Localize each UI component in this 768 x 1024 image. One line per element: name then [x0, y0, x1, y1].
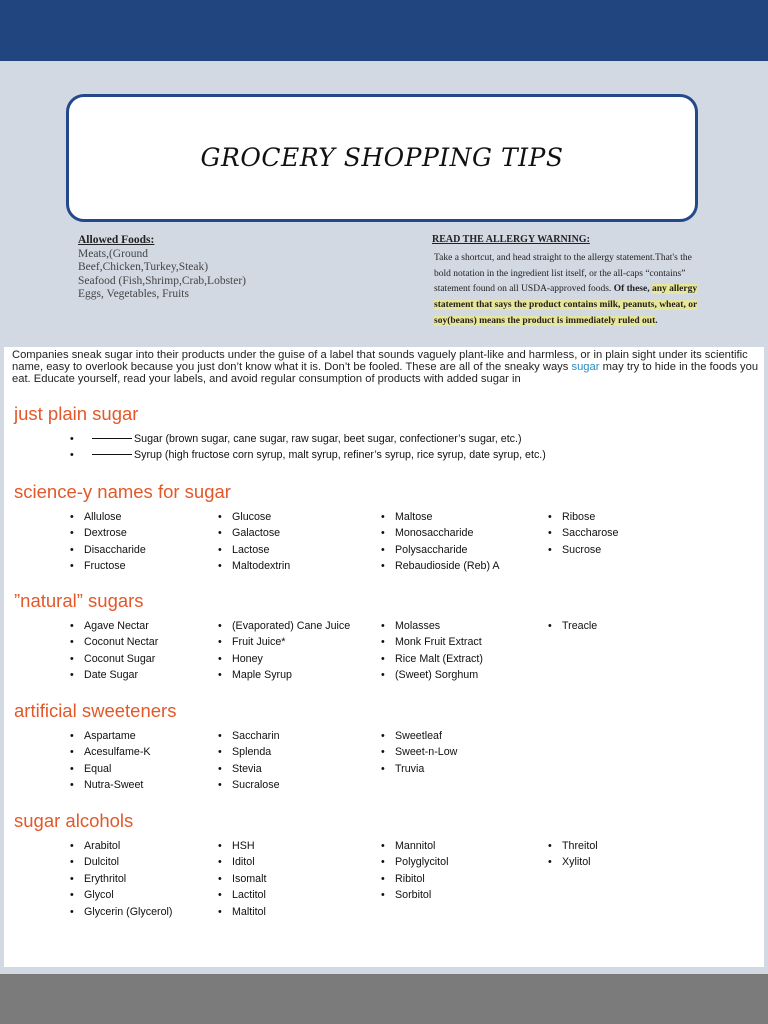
- section-title-artificial: artificial sweeteners: [14, 700, 177, 721]
- science-list-col-4: [548, 509, 618, 558]
- section-title-science: science-y names for sugar: [14, 481, 231, 502]
- allowed-foods-line: Seafood (Fish,Shrimp,Crab,Lobster): [78, 274, 247, 287]
- list-item: • Lactitol: [218, 887, 266, 903]
- list-item: • Rebaudioside (Reb) A: [381, 558, 500, 574]
- list-item: • Nutra-Sweet: [70, 777, 151, 793]
- list-item: • Sugar (brown sugar, cane sugar, raw sugar, beet sugar, confectioner’s sugar, etc.): [70, 431, 546, 447]
- list-item: • Glycerin (Glycerol): [70, 904, 172, 920]
- list-item: • Dulcitol: [70, 854, 172, 870]
- list-item: • Sorbitol: [381, 887, 448, 903]
- allergy-bold: Of these,: [613, 284, 650, 295]
- science-list-col-3: [381, 509, 500, 575]
- list-item: • Coconut Nectar: [70, 634, 158, 650]
- list-item: • Dextrose: [70, 525, 146, 541]
- section-title-plain-sugar: just plain sugar: [14, 403, 139, 424]
- alcohols-list-col-4: [548, 838, 598, 871]
- list-item: • Syrup (high fructose corn syrup, malt syrup, refiner’s syrup, rice syrup, date syrup, etc.): [70, 447, 546, 463]
- list-item: • Monosaccharide: [381, 525, 500, 541]
- list-item: • Saccharose: [548, 525, 618, 541]
- list-item: • Sucralose: [218, 777, 280, 793]
- plain-sugar-list: [70, 431, 546, 464]
- list-item: • Xylitol: [548, 854, 598, 870]
- list-item: • Agave Nectar: [70, 618, 158, 634]
- list-item: • Maltitol: [218, 904, 266, 920]
- sugar-link[interactable]: sugar: [571, 361, 600, 373]
- list-item: • Monk Fruit Extract: [381, 634, 483, 650]
- list-item: • Honey: [218, 651, 350, 667]
- blank-line: [92, 454, 132, 455]
- natural-list-col-3: [381, 618, 483, 684]
- natural-list-col-1: [70, 618, 158, 684]
- top-banner: [0, 0, 768, 61]
- list-item: • Saccharin: [218, 728, 280, 744]
- list-item: • Stevia: [218, 761, 280, 777]
- list-item: • Treacle: [548, 618, 597, 634]
- list-item: • Iditol: [218, 854, 266, 870]
- list-item: • Splenda: [218, 744, 280, 760]
- intro-paragraph: [12, 349, 760, 385]
- list-item: • Isomalt: [218, 871, 266, 887]
- page-title: GROCERY SHOPPING TIPS: [200, 143, 564, 172]
- allergy-highlight: any allergy statement that says the product contains milk, peanuts, wheat, or soy(beans) means the product is immediately ruled out: [434, 284, 698, 326]
- list-item: • Sweetleaf: [381, 728, 457, 744]
- list-item: • Lactose: [218, 542, 290, 558]
- section-title-alcohols: sugar alcohols: [14, 810, 134, 831]
- allowed-foods: [78, 234, 246, 302]
- allergy-end: .: [655, 315, 658, 326]
- allowed-foods-line: Beef,Chicken,Turkey,Steak): [78, 261, 209, 273]
- intro-text: Companies sneak sugar into their products under the guise of a label that sounds vaguely plant-like and harmless, or in plain sight under its scientific name, easy to overlook because you just don’t know what it is. Don’t be fooled. These are all of the sneaky ways: [12, 349, 748, 373]
- list-item: • (Evaporated) Cane Juice: [218, 618, 350, 634]
- list-item: • Sucrose: [548, 542, 618, 558]
- list-item: • Arabitol: [70, 838, 172, 854]
- list-item: • HSH: [218, 838, 266, 854]
- list-item: • Sweet-n-Low: [381, 744, 457, 760]
- intro-text-2: may try to hide in the foods you eat. Educate yourself, read your labels, and avoid regular consumption of products with added sugar in: [12, 361, 759, 385]
- list-item: • Polysaccharide: [381, 542, 500, 558]
- list-item: • Fruit Juice*: [218, 634, 350, 650]
- list-item: • Fructose: [70, 558, 146, 574]
- list-item: • Ribitol: [381, 871, 448, 887]
- list-item: • Rice Malt (Extract): [381, 651, 483, 667]
- bottom-banner: [0, 974, 768, 1024]
- list-item: • Aspartame: [70, 728, 151, 744]
- natural-list-col-2: [218, 618, 350, 684]
- list-item: • Maple Syrup: [218, 667, 350, 683]
- allergy-paragraph: [434, 251, 702, 330]
- list-item: • Molasses: [381, 618, 483, 634]
- section-title-natural: ”natural” sugars: [14, 590, 144, 611]
- alcohols-list-col-1: [70, 838, 172, 920]
- list-item: • Erythritol: [70, 871, 172, 887]
- natural-list-col-4: [548, 618, 597, 634]
- alcohols-list-col-3: [381, 838, 448, 904]
- blank-line: [92, 438, 132, 439]
- list-item: • Allulose: [70, 509, 146, 525]
- list-item: • Truvia: [381, 761, 457, 777]
- list-item: • Maltose: [381, 509, 500, 525]
- list-item: • Coconut Sugar: [70, 651, 158, 667]
- allergy-text: Take a shortcut, and head straight to the allergy statement.That's the bold notation in the ingredient list itself, or the all-caps “contains” statement found on all USDA-approved foods.: [434, 253, 692, 295]
- science-list-col-1: [70, 509, 146, 575]
- list-item: • Equal: [70, 761, 151, 777]
- list-item: • (Sweet) Sorghum: [381, 667, 483, 683]
- artificial-list-col-3: [381, 728, 457, 777]
- science-list-col-2: [218, 509, 290, 575]
- list-item: • Threitol: [548, 838, 598, 854]
- list-item: • Maltodextrin: [218, 558, 290, 574]
- list-item: • Mannitol: [381, 838, 448, 854]
- list-item: • Date Sugar: [70, 667, 158, 683]
- list-item: • Polyglycitol: [381, 854, 448, 870]
- artificial-list-col-2: [218, 728, 280, 794]
- title-box: [66, 94, 698, 222]
- list-item: • Glycol: [70, 887, 172, 903]
- list-item: • Acesulfame-K: [70, 744, 151, 760]
- allowed-foods-heading: Allowed Foods:: [78, 234, 155, 246]
- list-item: • Galactose: [218, 525, 290, 541]
- artificial-list-col-1: [70, 728, 151, 794]
- allowed-foods-line: Meats,(Ground: [78, 247, 148, 260]
- list-item: • Glucose: [218, 509, 290, 525]
- allergy-heading: READ THE ALLERGY WARNING:: [432, 234, 590, 245]
- alcohols-list-col-2: [218, 838, 266, 920]
- list-item: • Disaccharide: [70, 542, 146, 558]
- allowed-foods-line: Eggs, Vegetables, Fruits: [78, 288, 189, 300]
- list-item: • Ribose: [548, 509, 618, 525]
